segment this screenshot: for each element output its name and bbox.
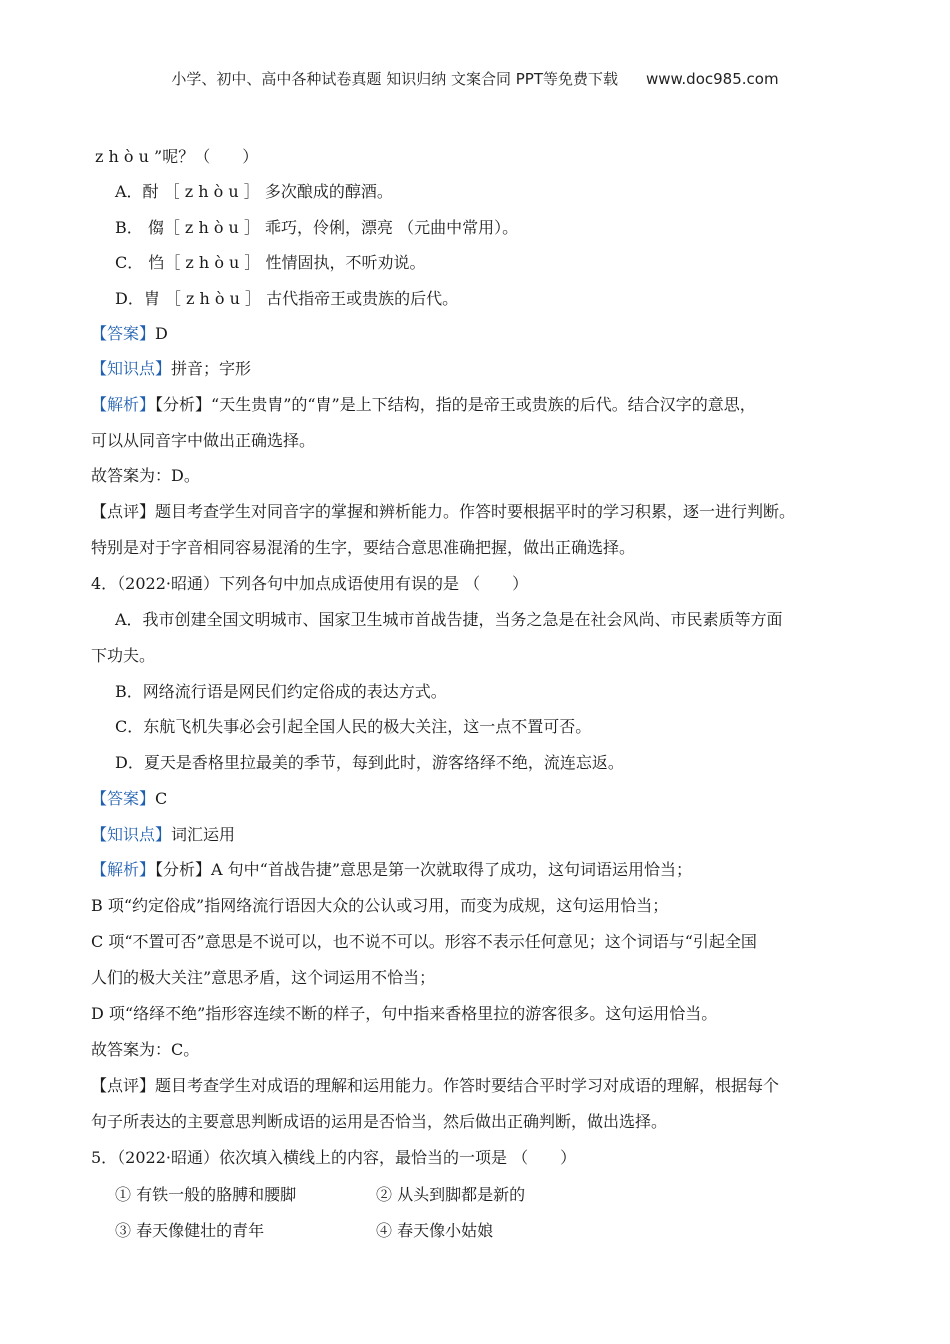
q4-option-c: C．东航飞机失事必会引起全国人民的极大关注，这一点不置可否。	[115, 717, 592, 736]
header-text: 小学、初中、高中各种试卷真题 知识归纳 文案合同 PPT等免费下载	[171, 70, 618, 88]
q5-item-3: ③ 春天像健壮的青年	[115, 1221, 265, 1240]
q4-option-b: B．网络流行语是网民们约定俗成的表达方式。	[115, 682, 447, 701]
q4-review-1	[91, 1075, 779, 1097]
kp-tag: 【知识点】	[91, 359, 172, 378]
answer-tag: 【答案】	[91, 324, 156, 343]
q3-analysis-1	[91, 394, 756, 416]
q5-item-2: ② 从头到脚都是新的	[376, 1185, 526, 1204]
q4-analysis-2: B 项“约定俗成”指网络流行语因大众的公认或习用，而变为成规，这句运用恰当；	[91, 896, 669, 915]
q4-conclusion: 故答案为：C。	[91, 1040, 200, 1059]
q4-analysis-1	[91, 859, 692, 881]
review-tag: 【点评】	[91, 1076, 156, 1095]
q4-stem: 4．（2022·昭通）下列各句中加点成语使用有误的是 （ ）	[91, 574, 529, 593]
review-text: 题目考查学生对成语的理解和运用能力。作答时要结合平时学习对成语的理解，根据每个	[155, 1076, 780, 1095]
q3-option-c: C． 㤘［ z h ò u ］ 性情固执，不听劝说。	[115, 253, 426, 272]
q4-answer	[91, 788, 167, 810]
analysis-tag: 【解析】	[91, 395, 156, 414]
analysis-text: 【分析】“天生贵胄”的“胄”是上下结构，指的是帝王或贵族的后代。结合汉字的意思，	[155, 395, 756, 414]
q3-review-2: 特别是对于字音相同容易混淆的生字，要结合意思准确把握，做出正确选择。	[91, 538, 636, 557]
q4-option-d: D．夏天是香格里拉最美的季节，每到此时，游客络绎不绝，流连忘返。	[115, 753, 624, 772]
q3-stem-tail: z h ò u ”呢？（ ）	[95, 147, 259, 166]
q3-option-b: B． 㑳［ z h ò u ］ 乖巧，伶俐，漂亮 （元曲中常用）。	[115, 218, 519, 237]
q5-stem: 5．（2022·昭通）依次填入横线上的内容，最恰当的一项是 （ ）	[91, 1148, 577, 1167]
q5-item-4: ④ 春天像小姑娘	[376, 1221, 494, 1240]
answer-value: C	[155, 789, 168, 808]
analysis-tag: 【解析】	[91, 860, 156, 879]
q4-knowledge-point	[91, 824, 235, 846]
q3-option-a: A．酎 ［ z h ò u ］ 多次酿成的醇酒。	[115, 182, 393, 201]
kp-value: 词汇运用	[171, 825, 236, 844]
review-text: 题目考查学生对同音字的掌握和辨析能力。作答时要根据平时的学习积累，逐一进行判断。	[155, 502, 796, 521]
q3-knowledge-point	[91, 358, 251, 380]
kp-tag: 【知识点】	[91, 825, 172, 844]
q5-item-1: ① 有铁一般的胳膊和腰脚	[115, 1185, 297, 1204]
analysis-text: 【分析】A 句中“首战告捷”意思是第一次就取得了成功，这句词语运用恰当；	[155, 860, 693, 879]
q3-analysis-2: 可以从同音字中做出正确选择。	[91, 431, 316, 450]
q3-review-1	[91, 501, 795, 523]
q4-analysis-3: C 项“不置可否”意思是不说可以，也不说不可以。形容不表示任何意见；这个词语与“引起全国	[91, 932, 757, 951]
header-site[interactable]: www.doc985.com	[645, 70, 779, 88]
q4-option-a: A．我市创建全国文明城市、国家卫生城市首战告捷，当务之急是在社会风尚、市民素质等方面	[115, 610, 783, 629]
q4-analysis-4: 人们的极大关注”意思矛盾，这个词运用不恰当；	[91, 968, 436, 987]
q4-review-2: 句子所表达的主要意思判断成语的运用是否恰当，然后做出正确判断，做出选择。	[91, 1112, 668, 1131]
q4-analysis-5: D 项“络绎不绝”指形容连续不断的样子，句中指来香格里拉的游客很多。这句运用恰当。	[91, 1004, 718, 1023]
q4-option-a-cont: 下功夫。	[91, 646, 156, 665]
answer-value: D	[155, 324, 168, 343]
page-header	[0, 68, 950, 89]
q3-conclusion: 故答案为：D。	[91, 466, 200, 485]
review-tag: 【点评】	[91, 502, 156, 521]
q3-answer	[91, 323, 168, 345]
answer-tag: 【答案】	[91, 789, 156, 808]
kp-value: 拼音；字形	[171, 359, 252, 378]
q3-option-d: D．胄 ［ z h ò u ］ 古代指帝王或贵族的后代。	[115, 289, 459, 308]
